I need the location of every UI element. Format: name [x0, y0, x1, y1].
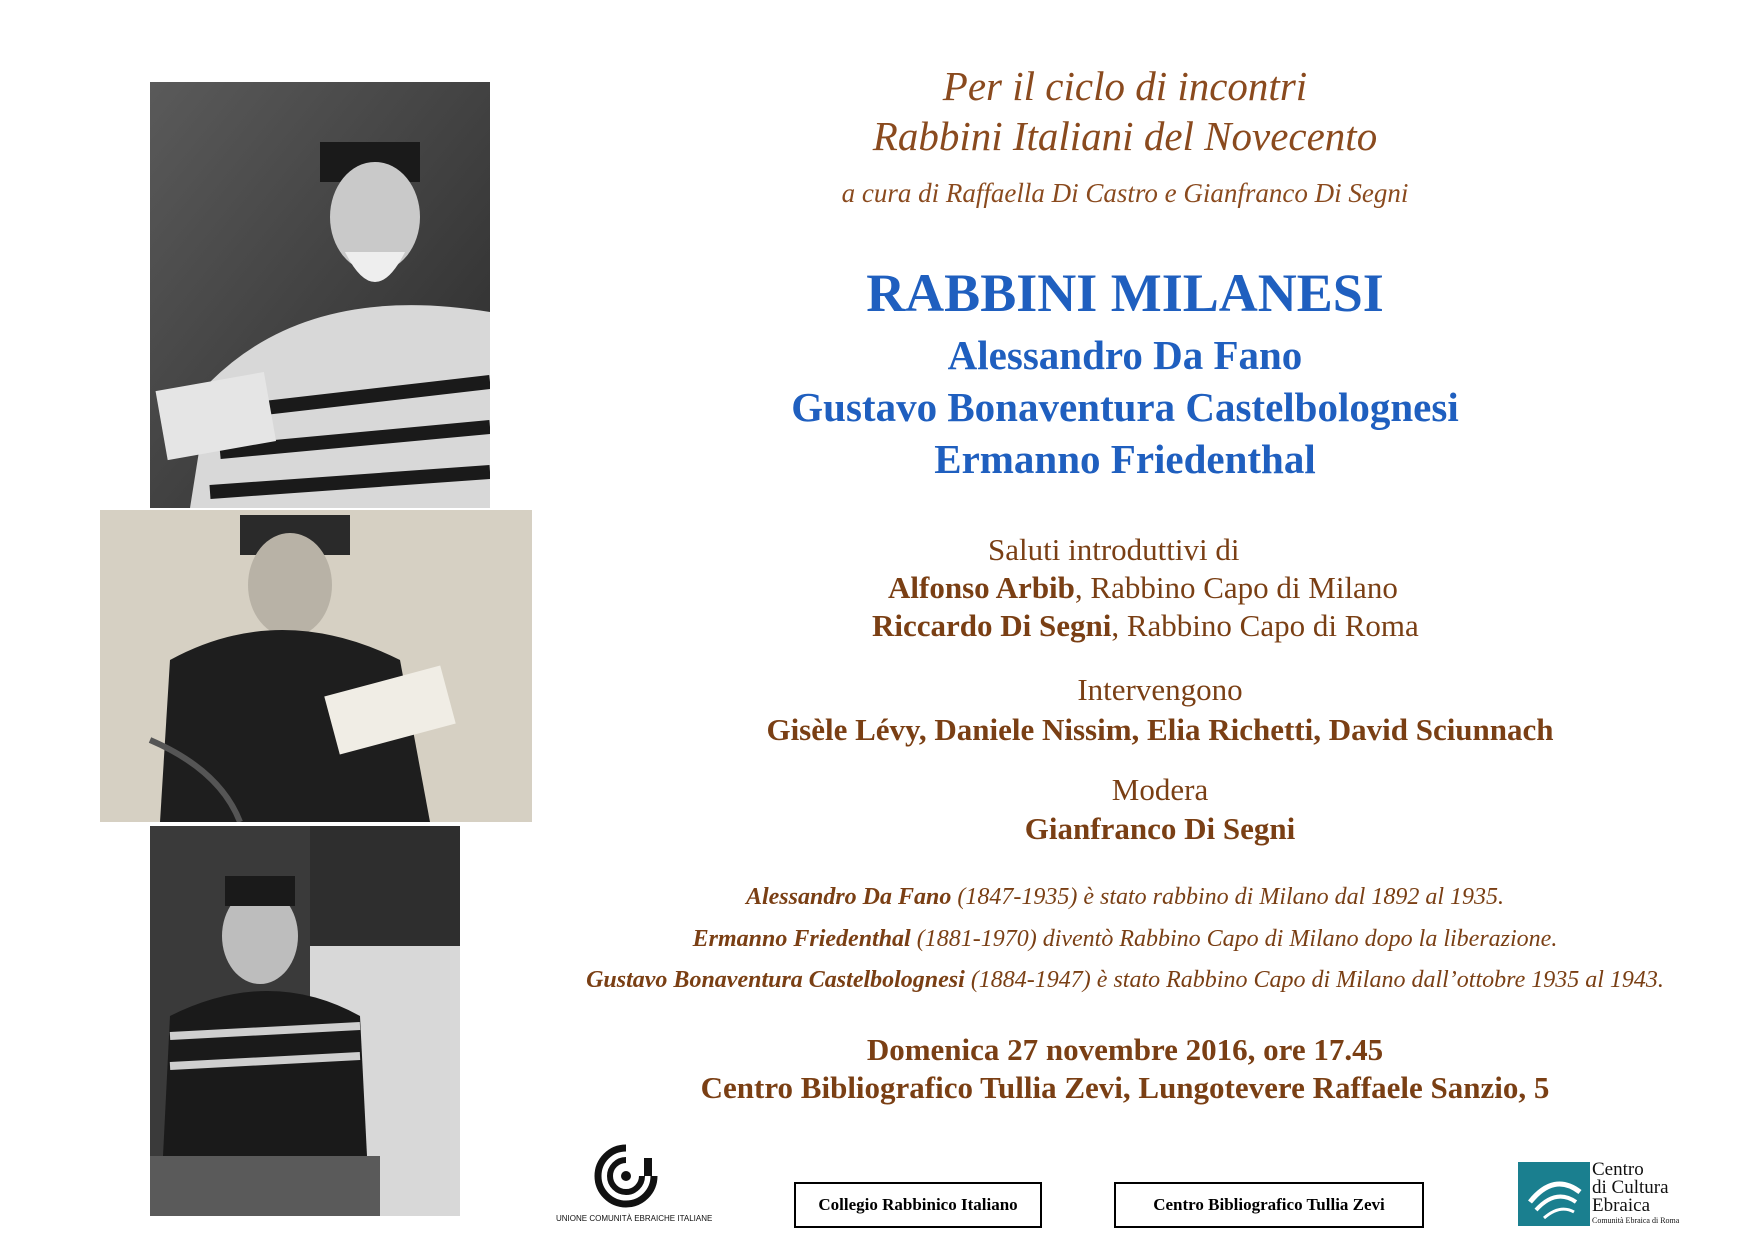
speakers-label: Intervengono	[1077, 672, 1243, 707]
rabbi-name: Alessandro Da Fano	[947, 332, 1303, 378]
event-date: Domenica 27 novembre 2016, ore 17.45	[866, 1032, 1384, 1067]
ucei-logo	[556, 1140, 713, 1230]
greetings-speaker	[888, 570, 1398, 606]
photo-alessandro-da-fano	[150, 82, 490, 508]
cce-line-1: Centro	[1592, 1159, 1644, 1180]
rabbi-name: Gustavo Bonaventura Castelbolognesi	[791, 384, 1459, 430]
bio-name: Alessandro Da Fano	[745, 884, 952, 910]
curators: a cura di Raffaella Di Castro e Gianfranco Di Segni	[841, 178, 1409, 208]
event-venue: Centro Bibliografico Tullia Zevi, Lungotevere Raffaele Sanzio, 5	[700, 1070, 1550, 1105]
cce-logo-icon	[1518, 1162, 1590, 1226]
cce-line-3: Ebraica	[1592, 1195, 1651, 1216]
speakers-names: Gisèle Lévy, Daniele Nissim, Elia Richetti, David Sciunnach	[766, 712, 1554, 747]
bio-text: (1881-1970) diventò Rabbino Capo di Milano dopo la liberazione.	[910, 926, 1558, 952]
speaker-name: Alfonso Arbib	[888, 570, 1075, 605]
collegio-rabbinico-box: Collegio Rabbinico Italiano	[794, 1182, 1042, 1228]
cce-line-2: di Cultura	[1592, 1177, 1669, 1198]
speaker-role: , Rabbino Capo di Milano	[1074, 570, 1398, 605]
ucei-logo-icon	[586, 1140, 666, 1210]
bio-line	[560, 884, 1690, 911]
bio-name: Ermanno Friedenthal	[692, 926, 911, 952]
cce-subtitle: Comunità Ebraica di Roma	[1592, 1216, 1680, 1225]
moderator-name: Gianfranco Di Segni	[1024, 811, 1296, 846]
bio-line	[560, 926, 1690, 953]
bio-line	[560, 967, 1690, 994]
centro-bibliografico-box: Centro Bibliografico Tullia Zevi	[1114, 1182, 1424, 1228]
rabbi-name: Ermanno Friedenthal	[934, 436, 1316, 482]
main-title: RABBINI MILANESI	[866, 263, 1384, 323]
series-line-1: Per il ciclo di incontri	[942, 63, 1308, 109]
cce-logo	[1518, 1160, 1718, 1230]
photo-ermanno-friedenthal	[150, 826, 460, 1216]
greetings-label: Saluti introduttivi di	[988, 532, 1240, 567]
photo-gustavo-castelbolognesi	[100, 510, 532, 822]
speaker-name: Riccardo Di Segni	[872, 608, 1112, 643]
speaker-role: , Rabbino Capo di Roma	[1111, 608, 1419, 643]
ucei-caption: UNIONE COMUNITÀ EBRAICHE ITALIANE	[556, 1214, 713, 1223]
moderator-label: Modera	[1111, 772, 1209, 807]
series-line-2: Rabbini Italiani del Novecento	[872, 113, 1378, 159]
bio-text: (1847-1935) è stato rabbino di Milano dal 1892 al 1935.	[951, 884, 1505, 910]
greetings-speaker	[872, 608, 1419, 644]
bio-text: (1884-1947) è stato Rabbino Capo di Milano dall’ottobre 1935 al 1943.	[964, 967, 1664, 993]
bio-name: Gustavo Bonaventura Castelbolognesi	[586, 967, 965, 993]
